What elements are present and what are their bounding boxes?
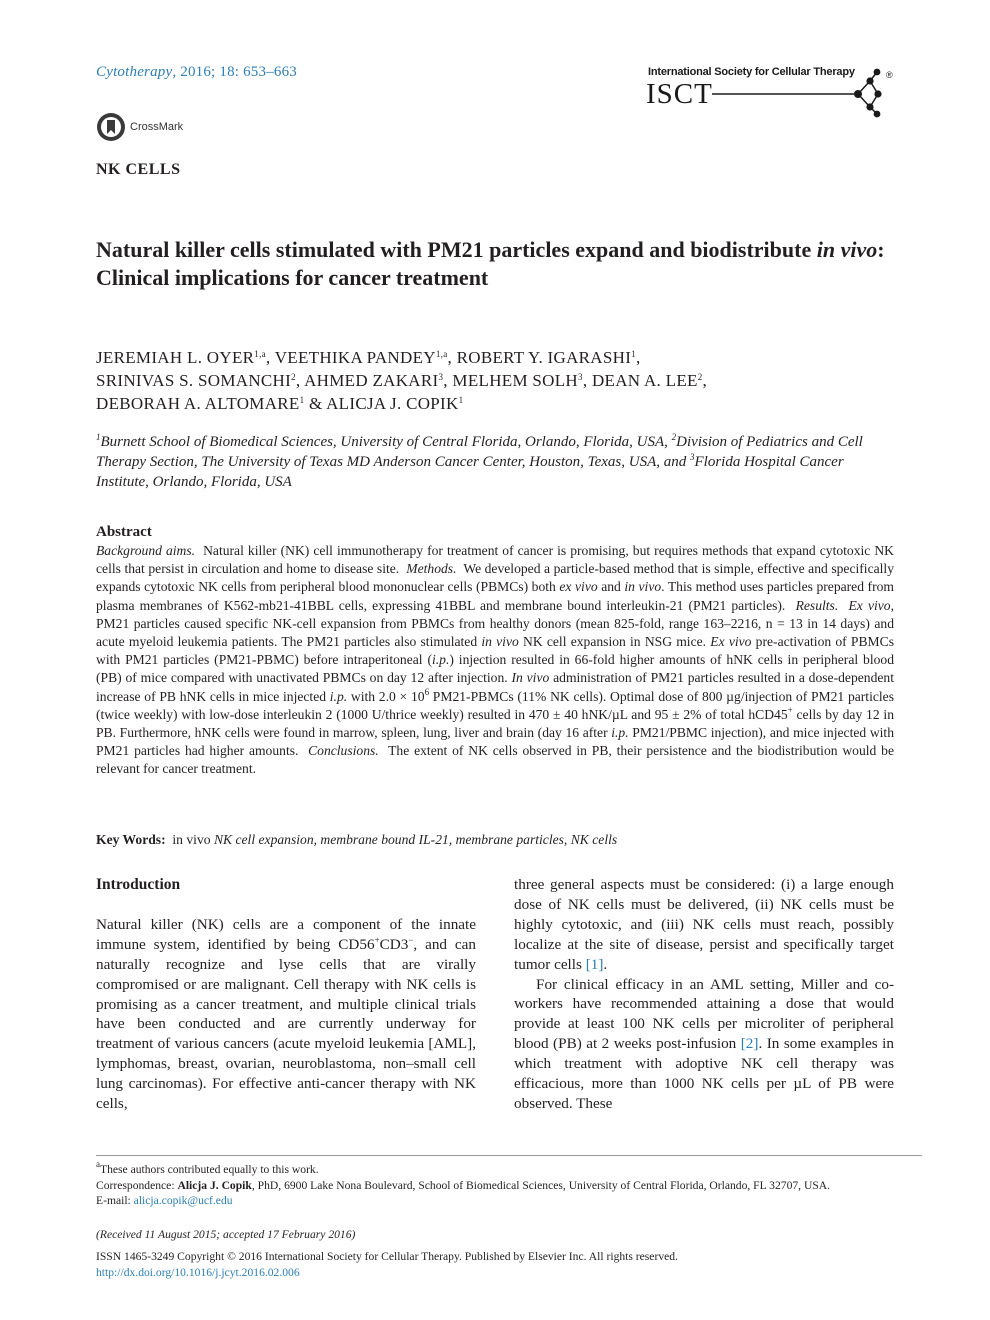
- society-name: International Society for Cellular Therapy: [648, 66, 855, 78]
- crossmark-label: CrossMark: [130, 121, 184, 133]
- intro-right-column: [514, 875, 894, 1114]
- abstract-body: Background aims. Natural killer (NK) cell immunotherapy for treatment of cancer is promising, but requires methods that expand cytotoxic NK cells that persist in circulation and home to disease site. Methods. We developed a particle-based method that is simple, effective and specifically expands cytotoxic NK cells from peripheral blood mononuclear cells (PBMCs) both ex vivo and in vivo. This method uses particles prepared from plasma membranes of K562-mb21-41BBL cells, expressing 41BBL and membrane bound interleukin-21 (PM21 particles). Results. Ex vivo, PM21 particles caused specific NK-cell expansion from PBMCs from healthy donors (mean 825-fold, range 163–2216, n = 13 in 14 days) and acute myeloid leukemia patients. The PM21 particles also stimulated in vivo NK cell expansion in NSG mice. Ex vivo pre-activation of PBMCs with PM21 particles (PM21-PBMC) before intraperitoneal (i.p.) injection resulted in 66-fold higher amounts of hNK cells in peripheral blood (PB) of mice compared with unactivated PBMCs on day 12 after injection. In vivo administration of PM21 particles resulted in a dose-dependent increase of PB hNK cells in mice injected i.p. with $2.0 \times 10^6$ PM21-PBMCs (11% NK cells). Optimal dose of 800 µg/injection of PM21 particles (twice weekly) with low-dose interleukin 2 (1000 U/thrice weekly) resulted in 470 ± 40 hNK/µL and 95 ± 2% of total hCD45+ cells by day 12 in PB. Furthermore, hNK cells were found in marrow, spleen, lung, liver and brain (day 16 after i.p. PM21/PBMC injection), and mice injected with PM21 particles had higher amounts. Conclusions. The extent of NK cells observed in PB, their persistence and the biodistribution would be relevant for cancer treatment.: [96, 543, 895, 777]
- footnotes: [96, 1159, 926, 1209]
- equal-contribution-note: $^a$These authors contributed equally to this work.: [96, 1159, 319, 1176]
- email-link[interactable]: alicja.copik@ucf.edu: [133, 1194, 233, 1207]
- author-name: JEREMIAH L. OYER: [96, 348, 255, 367]
- author-name: SRINIVAS S. SOMANCHI: [96, 371, 292, 390]
- correspondence: Correspondence: Alicja J. Copik, PhD, 6900 Lake Nona Boulevard, School of Biomedical Sciences, University of Central Florida, Orlando, FL 32707, USA.: [96, 1178, 831, 1192]
- intro-paragraph: Natural killer (NK) cells are a component of the innate immune system, identified by being CD56+CD3−, and can naturally recognize and lyse cells that are virally compromised or are malignant. Cell therapy with NK cells is promising as a cancer treatment, and multiple clinical trials have been conducted and are currently underway for treatment of various cancers (acute myeloid leukemia [AML], lymphomas, breast, ovarian, neuroblastoma, non–small cell lung carcinomas). For effective anti-cancer therapy with NK cells,: [96, 915, 476, 1113]
- author-name: ALICJA J. COPIK: [326, 394, 459, 413]
- email-line: E-mail: alicja.copik@ucf.edu: [96, 1194, 233, 1207]
- author-name: DEAN A. LEE: [591, 371, 698, 390]
- citation-link[interactable]: [1]: [585, 955, 604, 973]
- footnote-divider: [96, 1155, 922, 1156]
- author-name: ROBERT Y. IGARASHI: [456, 348, 632, 367]
- citation-link[interactable]: [2]: [740, 1035, 759, 1053]
- crossmark-icon[interactable]: [96, 112, 126, 142]
- issn-copyright: ISSN 1465-3249 Copyright © 2016 International Society for Cellular Therapy. Published by Elsevier Inc. All rights reserved.: [96, 1250, 678, 1263]
- journal-name: Cytotherapy: [96, 64, 173, 80]
- intro-paragraph: three general aspects must be considered: (i) a large enough dose of NK cells must be delivered, (ii) NK cells must be highly cytotoxic, and (iii) NK cells must reach, possibly localize at the site of disease, persist and specifically target tumor cells [1].: [514, 876, 894, 973]
- affiliations: $^1$Burnett School of Biomedical Sciences, University of Central Florida, Orlando, Florida, USA, $^2$Division of Pediatrics and Cell Therapy Section, The University of Texas MD Anderson Cancer Center, Houston, Texas, USA, and $^3$Florida Hospital Cancer Institute, Orlando, Florida, USA: [96, 432, 863, 490]
- copyright-block: [96, 1249, 678, 1280]
- author-name: VEETHIKA PANDEY: [274, 348, 436, 367]
- keywords-label: Key Words:: [96, 832, 166, 847]
- journal-citation[interactable]: [96, 64, 297, 81]
- doi-link[interactable]: http://dx.doi.org/10.1016/j.jcyt.2016.02.006: [96, 1265, 300, 1279]
- abstract-heading: Abstract: [96, 524, 152, 540]
- journal-volume-pages: , 2016; 18: 653–663: [172, 64, 297, 80]
- intro-heading: Introduction: [96, 876, 181, 893]
- section-label: NK CELLS: [96, 161, 181, 178]
- keywords: Key Words: in vivo NK cell expansion, membrane bound IL-21, membrane particles, NK cells: [96, 832, 618, 847]
- registered-mark: ®: [886, 70, 893, 80]
- author-name: AHMED ZAKARI: [304, 371, 439, 390]
- article-title: Natural killer cells stimulated with PM21 particles expand and biodistribute in vivo: Clinical implications for cancer treatment: [96, 237, 885, 290]
- isct-network-logo-icon: [712, 68, 897, 118]
- author-name: DEBORAH A. ALTOMARE: [96, 394, 300, 413]
- isct-logo-text: ISCT: [646, 78, 713, 110]
- intro-left-column: [96, 875, 476, 1114]
- received-dates: (Received 11 August 2015; accepted 17 February 2016): [96, 1228, 356, 1241]
- author-name: MELHEM SOLH: [452, 371, 579, 390]
- intro-paragraph: For clinical efficacy in an AML setting, Miller and co-workers have recommended attaining a dose that would provide at least 100 NK cells per microliter of peripheral blood (PB) at 2 weeks post-infusion [2]. In some examples in which treatment with adoptive NK cell therapy was efficacious, more than 1000 NK cells per µL of PB were observed. These: [514, 975, 894, 1112]
- author-list: JEREMIAH L. OYER$^{1,a}$, VEETHIKA PANDEY$^{1,a}$, ROBERT Y. IGARASHI$^1$, SRINIVAS S. SOMANCHI$^2$, AHMED ZAKARI$^3$, MELHEM SOLH$^3$, DEAN A. LEE$^2$, DEBORAH A. ALTOMARE$^1$ & ALICJA J. COPIK$^1$: [96, 348, 708, 413]
